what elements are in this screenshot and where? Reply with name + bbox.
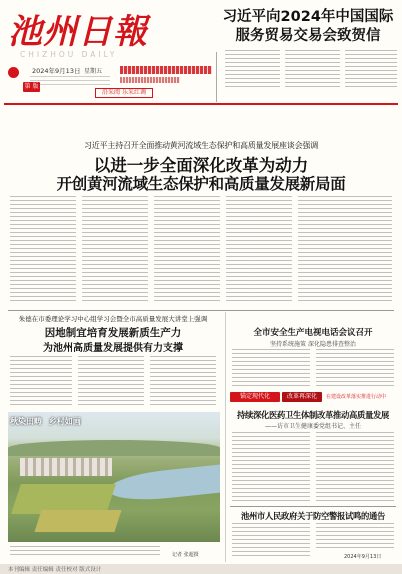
top-story-col1 (225, 50, 280, 88)
story3-col2 (316, 349, 394, 389)
photo-village (20, 458, 112, 476)
masthead (0, 0, 402, 115)
top-headline (218, 8, 398, 46)
issue-date: 2024年9月13日 (32, 67, 81, 75)
photo-label-2: 乡村如画 (48, 416, 81, 426)
photo-field-2 (34, 510, 121, 532)
countryside-photo (8, 412, 220, 542)
issue-weekday: 星期五 (84, 68, 103, 75)
story4-tag2: 改革再深化 (282, 392, 322, 402)
newspaper-logo: 池州日報 (8, 12, 148, 52)
story5-col1 (232, 523, 310, 559)
main-story-col4 (226, 196, 292, 304)
story2-kicker: 朱德在市委理论学习中心组学习会暨全市高质量发展大讲堂上强调 (18, 315, 208, 323)
footer-text: 本刊编辑 责任编辑 责任校对 版式设计 (8, 567, 102, 573)
story5-col2 (316, 523, 394, 551)
page-badge-left: 第 版 (24, 83, 39, 90)
story5-top-rule (230, 506, 396, 507)
main-story-col2 (82, 196, 148, 304)
photo-label (10, 416, 81, 427)
main-story-col5 (298, 196, 392, 304)
story2-col1 (10, 356, 72, 406)
story2-headline2: 为池州高质量发展提供有力支撑 (43, 343, 183, 354)
photo-hills (8, 440, 220, 456)
story2-headline1: 因地制宜培育发展新质生产力 (44, 327, 182, 339)
top-story-col2 (285, 50, 340, 88)
main-story-bottom-rule (8, 310, 394, 311)
newspaper-logo-english: CHIZHOU DAILY (20, 50, 118, 59)
slogan-strip (120, 66, 212, 74)
top-story-col3 (345, 50, 397, 88)
main-story-headline2: 开创黄河流域生态保护和高质量发展新局面 (56, 175, 346, 193)
photo-caption (10, 546, 160, 558)
top-headline-line2: 服务贸易交易会致贺信 (235, 28, 381, 44)
story5-headline: 池州市人民政府关于防空警报试鸣的通告 (241, 511, 385, 521)
masthead-rule (4, 103, 398, 105)
story4-headline: 持续深化医药卫生体制改革推动高质量发展 (237, 410, 389, 420)
main-story-headline1: 以进一步全面深化改革为动力 (93, 156, 309, 175)
story4-col2 (316, 432, 394, 502)
main-story-kicker: 习近平主持召开全面推动黄河流域生态保护和高质量发展座谈会强调 (84, 141, 318, 150)
story4-col1 (232, 432, 310, 502)
story5-date: 2024年9月13日 (344, 554, 382, 560)
main-story-col3 (154, 196, 220, 304)
issue-info-lines (30, 76, 110, 88)
lower-column-divider (225, 312, 226, 562)
story4-tag1: 锚定现代化 (230, 392, 280, 402)
story2-col2 (78, 356, 144, 406)
story3-sub: 坚持系统施策 深化隐患排查整治 (270, 341, 356, 348)
story4-tagbar (230, 392, 396, 402)
photo-credit: 记者 张超摄 (172, 552, 199, 558)
story3-col1 (232, 349, 310, 389)
story4-sub: ——访市卫生健康委党组书记、主任 (264, 423, 361, 430)
story2-col3 (150, 356, 216, 406)
photo-label-1: 秋染田畴 (10, 416, 42, 426)
slogan-strip-2 (120, 77, 180, 83)
main-story-col1 (10, 196, 76, 304)
story4-tag3: 在建设改革落实推进行动中 (326, 394, 387, 400)
photo-river (107, 464, 220, 504)
emblem-icon (8, 67, 19, 78)
top-headline-line1: 习近平向2024年中国国际 (222, 9, 394, 25)
masthead-divider (216, 52, 217, 102)
footer-bar (0, 564, 402, 574)
story3-headline: 全市安全生产电视电话会议召开 (253, 328, 373, 338)
slogan-box: 沿采阅 乐采红调 (95, 88, 153, 98)
